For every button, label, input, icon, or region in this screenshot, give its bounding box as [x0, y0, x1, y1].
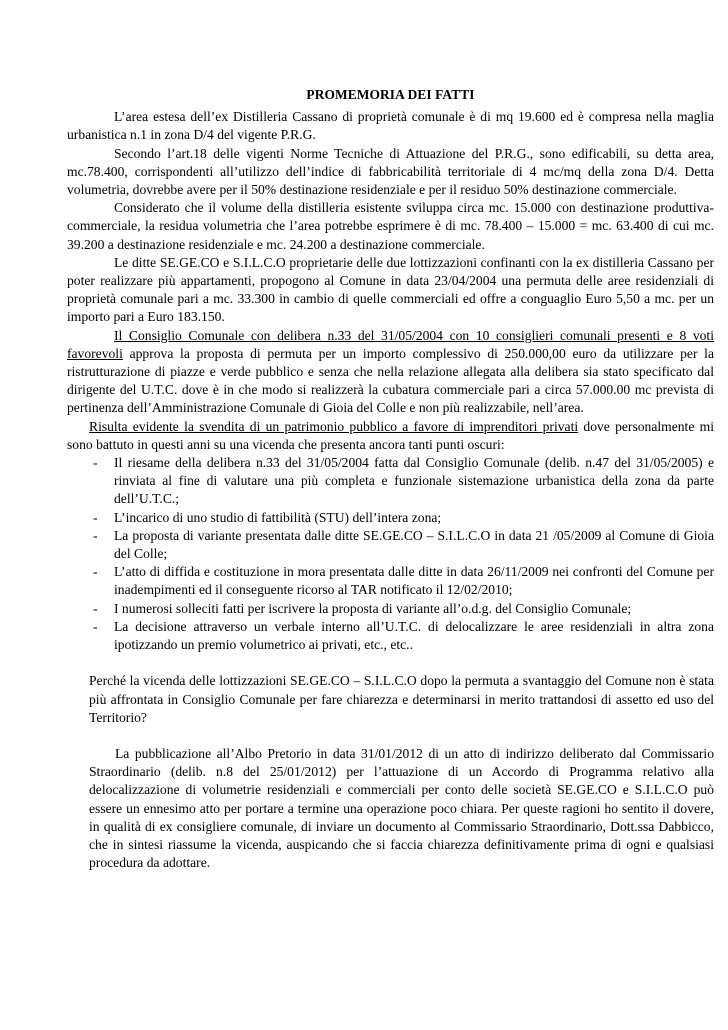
underlined-sale-text: Risulta evidente la svendita di un patrimonio pubblico a favore di imprenditori privati [89, 418, 579, 434]
paragraph-council-resolution [67, 327, 714, 418]
resolution-text: approva la proposta di permuta per un importo complessivo di 250.000,00 euro da utilizzare per la ristrutturazione di piazze e verde pubblico e senza che nella relazione allegata alla delibera sia stato specificato dal dirigente del U.T.C. dove è in che modo si realizzerà la cubatura commerciale pari a circa 57.000.00 mc prevista di pertinenza dell’Amministrazione Comunale di Gioia del Colle e non più realizzabile, nell’area. [67, 345, 714, 416]
paragraph-area-description: L’area estesa dell’ex Distilleria Cassano di proprietà comunale è di mq 19.600 ed è compresa nella maglia urbanistica n.1 in zona D/4 del vigente P.R.G. [67, 109, 714, 143]
paragraph-evident-sale [67, 418, 714, 454]
paragraph-volume: Considerato che il volume della distilleria esistente sviluppa circa mc. 15.000 con destinazione produttiva-commerciale, la residua volumetria che l’area potrebbe esprimere è di mc. 78.400 – 15.000 = mc. 63.400 di cui mc. 39.200 a destinazione residenziale e mc. 24.200 a destinazione commerciale. [67, 200, 714, 252]
underlined-resolution-text: Il Consiglio Comunale con delibera n.33 del 31/05/2004 con 10 consiglieri comunali presenti e 8 voti favorevoli [67, 327, 714, 361]
paragraph-publication: La pubblicazione all’Albo Pretorio in data 31/01/2012 di un atto di indirizzo deliberato dal Commissario Straordinario (delib. n.8 del 25/01/2012) per l’attuazione di un Accordo di Programma relativo alla delocalizzazione di volumetrie residenziali e commerciali per conto delle società SE.GE.CO e S.I.L.C.O può essere un ennesimo atto per portare a termine una operazione poco chiara. Per queste ragioni ho sentito il dovere, in qualità di ex consigliere comunale, di inviare un documento al Commissario Straordinario, Dott.ssa Dabbicco, che in sintesi riassume la vicenda, auspicando che si faccia chiarezza definitivamente prima di ogni e qualsiasi procedura da adottare. [89, 745, 714, 871]
paragraph-art18: Secondo l’art.18 delle vigenti Norme Tecniche di Attuazione del P.R.G., sono edificabili, su detta area, mc.78.400, corrispondenti all’utilizzo dell’indice di fabbricabilità territoriale di 4 mc/mq della zona D/4. Detta volumetria, dovrebbe avere per il 50% destinazione residenziale e per il residuo 50% destinazione commerciale. [67, 145, 714, 198]
facts-list [67, 454, 714, 654]
list-item: - I numerosi solleciti fatti per iscrivere la proposta di variante all’o.d.g. del Consiglio Comunale; [89, 600, 714, 618]
list-item: - L’incarico di uno studio di fattibilità (STU) dell’intera zona; [89, 509, 714, 527]
sale-text: dove personalmente mi sono battuto in questi anni su una vicenda che presenta ancora tanti punti oscuri: [67, 418, 714, 452]
paragraph-permuta-proposal: Le ditte SE.GE.CO e S.I.L.C.O proprietarie delle due lottizzazioni confinanti con la ex distilleria Cassano per poter realizzare più appartamenti, propogono al Comune in data 23/04/2004 una permuta delle aree residenziali di proprietà comunale pari a mc. 33.300 in cambio di quelle commerciali ed offre a conguaglio Euro 5,50 a mc. per un importo pari a Euro 183.150. [67, 254, 714, 325]
document-title: PROMEMORIA DEI FATTI [306, 87, 475, 102]
list-item: - La proposta di variante presentata dalle ditte SE.GE.CO – S.I.L.C.O in data 21 /05/2009 al Comune di Gioia del Colle; [89, 527, 714, 563]
list-item: - Il riesame della delibera n.33 del 31/05/2004 fatta dal Consiglio Comunale (delib. n.47 del 31/05/2005) e rinviata al fine di valutare una più completa e funzionale sistemazione urbanistica della zona da parte dell’U.T.C.; [89, 454, 714, 509]
paragraph-question: Perché la vicenda delle lottizzazioni SE.GE.CO – S.I.L.C.O dopo la permuta a svantaggio del Comune non è stata più affrontata in Consiglio Comunale per fare chiarezza e determinarsi in merito trattandosi di assetto ed uso del Territorio? [89, 673, 714, 725]
list-item: - L’atto di diffida e costituzione in mora presentata dalle ditte in data 26/11/2009 nei confronti del Comune per inadempimenti ed il conseguente ricorso al TAR notificato il 12/02/2010; [89, 563, 714, 599]
list-item: - La decisione attraverso un verbale interno all’U.T.C. di delocalizzare le aree residenziali in altra zona ipotizzando un premio volumetrico ai privati, etc., etc.. [89, 618, 714, 654]
